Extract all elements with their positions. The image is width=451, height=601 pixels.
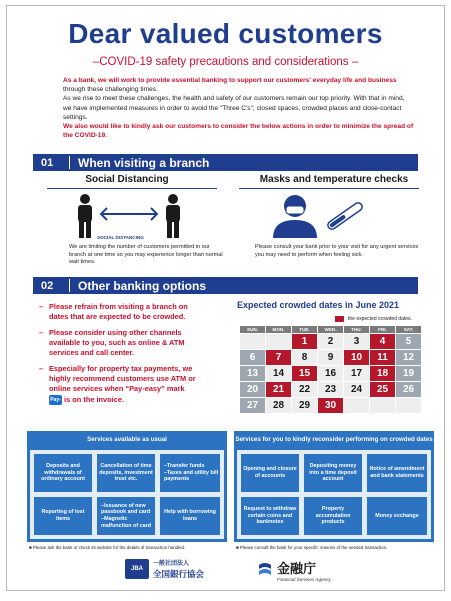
calendar-day: 17 [344, 366, 369, 381]
intro-paragraph-2: As we rise to meet these challenges, the health and safety of our customers remain our top priority. With that in mind, we have implemented measures in order to avoid the "Three C's"; closed spaces, crowded places and close-contact settings. [63, 95, 405, 121]
calendar-week-row [240, 334, 421, 349]
calendar-day: 14 [266, 366, 291, 381]
calendar-week-row [240, 366, 421, 381]
jba-mark: JBA [125, 559, 149, 579]
section-1-number: 01 [41, 156, 54, 169]
payeasy-icon: Pay-easy [49, 396, 62, 413]
social-distancing-underline [47, 188, 217, 189]
page-title: Dear valued customers [68, 18, 383, 49]
option-dash: – [39, 328, 44, 337]
jba-small-label: 一般社団法人 [153, 561, 190, 567]
service-box: Money exchange [367, 497, 427, 535]
fsa-name: 金融庁 [277, 561, 317, 576]
calendar-day-crowded: 30 [318, 398, 343, 413]
weekday-header: FRI. [370, 326, 395, 333]
legend-swatch [335, 316, 344, 322]
calendar-day-weekend: 5 [396, 334, 421, 349]
calendar-empty-cell [240, 334, 265, 349]
weekday-header: THU. [344, 326, 369, 333]
masks-illustration [265, 192, 375, 238]
option-text [49, 364, 199, 413]
calendar-day: 29 [292, 398, 317, 413]
section-2-number: 02 [41, 279, 54, 292]
fsa-logo [257, 558, 331, 582]
legend-label: the expected crowded dates. [348, 316, 412, 322]
calendar-body [240, 334, 421, 413]
service-box: Cancellation of time deposits, investment trust etc. [97, 454, 155, 492]
masks-note: Please consult your bank prior to your visit for any urgent services you may need to perform when feeling sick. [255, 244, 419, 258]
masked-person-icon [273, 195, 317, 238]
service-box: –Transfer funds –Taxes and utility bill payments [160, 454, 220, 492]
calendar-day-weekend: 19 [396, 366, 421, 381]
calendar-day-weekend: 12 [396, 350, 421, 365]
calendar-title: Expected crowded dates in June 2021 [237, 300, 400, 310]
calendar-day-crowded: 7 [266, 350, 291, 365]
calendar-day: 9 [318, 350, 343, 365]
calendar-day-weekend: 6 [240, 350, 265, 365]
section-1-divider [69, 156, 70, 169]
section-1-header [33, 154, 418, 171]
calendar-day: 3 [344, 334, 369, 349]
person-icon [78, 194, 92, 238]
intro-line-1-rest: through these challenging times. [63, 86, 158, 94]
section-1-title: When visiting a branch [78, 155, 210, 170]
weekday-header: SUN. [240, 326, 265, 333]
calendar-day: 23 [318, 382, 343, 397]
jba-text [153, 559, 204, 579]
service-box: Property accumulation products [304, 497, 362, 535]
services-available-panel [27, 431, 227, 542]
calendar-day-weekend: 20 [240, 382, 265, 397]
masks-underline [239, 188, 419, 189]
option-item [39, 328, 199, 359]
weekday-header: SAT. [396, 326, 421, 333]
calendar-empty-cell [396, 398, 421, 413]
calendar-empty-cell [344, 398, 369, 413]
social-distancing-note: We are limiting the number of customers permitted in our branch at one time so you may experience longer than normal wait times. [69, 244, 223, 265]
option-dash: – [39, 364, 44, 373]
jba-name: 全国銀行協会 [153, 569, 205, 579]
option-text: Please refrain from visiting a branch on dates that are expected to be crowded. [49, 302, 188, 322]
calendar-day: 22 [292, 382, 317, 397]
service-box: –Issuance of new passbook and card –Magnetic malfunction of card [97, 497, 155, 535]
calendar-day-crowded: 10 [344, 350, 369, 365]
calendar-day-weekend: 13 [240, 366, 265, 381]
calendar-day-crowded: 21 [266, 382, 291, 397]
calendar-day: 24 [344, 382, 369, 397]
weekday-header: TUE. [292, 326, 317, 333]
services-reconsider-panel [234, 431, 434, 542]
calendar-day-weekend: 27 [240, 398, 265, 413]
fsa-text [277, 558, 331, 582]
calendar-day-crowded: 18 [370, 366, 395, 381]
services-available-body [30, 450, 224, 539]
service-box: Notice of amendment and bank statements [367, 454, 427, 492]
fsa-english-name: Financial Services Agency [277, 577, 331, 582]
service-box: Depositing money into a time deposit account [304, 454, 362, 492]
calendar-week-row [240, 382, 421, 397]
person-icon [166, 194, 180, 238]
double-arrow-icon [101, 208, 157, 220]
calendar-table [239, 325, 422, 414]
calendar-empty-cell [370, 398, 395, 413]
section-2-title: Other banking options [78, 278, 206, 293]
page-subtitle: –COVID-19 safety precautions and considerations – [92, 56, 359, 68]
calendar-week-row [240, 398, 421, 413]
services-reconsider-note: ■ Please consult the bank for your specific reasons of the needed transaction. [236, 545, 388, 550]
calendar-day-crowded: 4 [370, 334, 395, 349]
thermometer-icon [326, 201, 363, 230]
services-reconsider-body [237, 450, 431, 539]
option-item [39, 302, 199, 322]
intro-text [63, 76, 414, 140]
option-item [39, 364, 199, 413]
option-text: Please consider using other channels available to you, such as online & ATM services and call center. [49, 328, 185, 358]
social-distancing-label: SOCIAL DISTANCING [97, 235, 144, 240]
calendar-day-weekend: 26 [396, 382, 421, 397]
calendar-day: 16 [318, 366, 343, 381]
calendar-day-crowded: 25 [370, 382, 395, 397]
notice-poster [6, 5, 445, 591]
service-box: Deposits and withdrawals of ordinary account [34, 454, 92, 492]
calendar-day: 2 [318, 334, 343, 349]
calendar-day-crowded: 11 [370, 350, 395, 365]
calendar-legend [335, 316, 412, 322]
option-text-a: Especially for property tax payments, we highly recommend customers use ATM or online services when “Pay-easy” mark [49, 364, 196, 394]
service-box: Help with borrowing loans [160, 497, 220, 535]
intro-red-1: As a bank, we will work to provide essential banking to support our customers' everyday life and business [63, 77, 397, 84]
intro-paragraph-3: We also would like to kindly ask our customers to consider the below actions in order to minimize the spread of the COVID-19. [63, 123, 414, 140]
services-available-note: ■ Please ask the bank or check its website for the details of transaction handled. [29, 545, 186, 550]
calendar-empty-cell [266, 334, 291, 349]
service-box: Reporting of lost items [34, 497, 92, 535]
calendar-day: 8 [292, 350, 317, 365]
calendar-week-row [240, 350, 421, 365]
section-2-header [33, 277, 418, 294]
services-available-title: Services available as usual [87, 435, 167, 443]
masks-title: Masks and temperature checks [259, 174, 409, 185]
weekday-header: MON. [266, 326, 291, 333]
service-box: Opening and closure of accounts [241, 454, 299, 492]
option-dash: – [39, 302, 44, 311]
social-distancing-title: Social Distancing [85, 174, 169, 185]
calendar-day-crowded: 15 [292, 366, 317, 381]
service-box: Request to withdraw certain coins and banknotes [241, 497, 299, 535]
calendar-day: 28 [266, 398, 291, 413]
weekday-header: WED. [318, 326, 343, 333]
section-2-divider [69, 279, 70, 292]
calendar-weekday-row [240, 326, 421, 333]
calendar-day-crowded: 1 [292, 334, 317, 349]
intro-paragraph-1 [63, 76, 414, 94]
services-reconsider-title: Services for you to kindly reconsider performing on crowded dates [235, 435, 433, 443]
jba-logo [125, 559, 204, 579]
fsa-emblem-icon [257, 561, 273, 579]
option-text-b: is on the invoice. [62, 394, 125, 404]
